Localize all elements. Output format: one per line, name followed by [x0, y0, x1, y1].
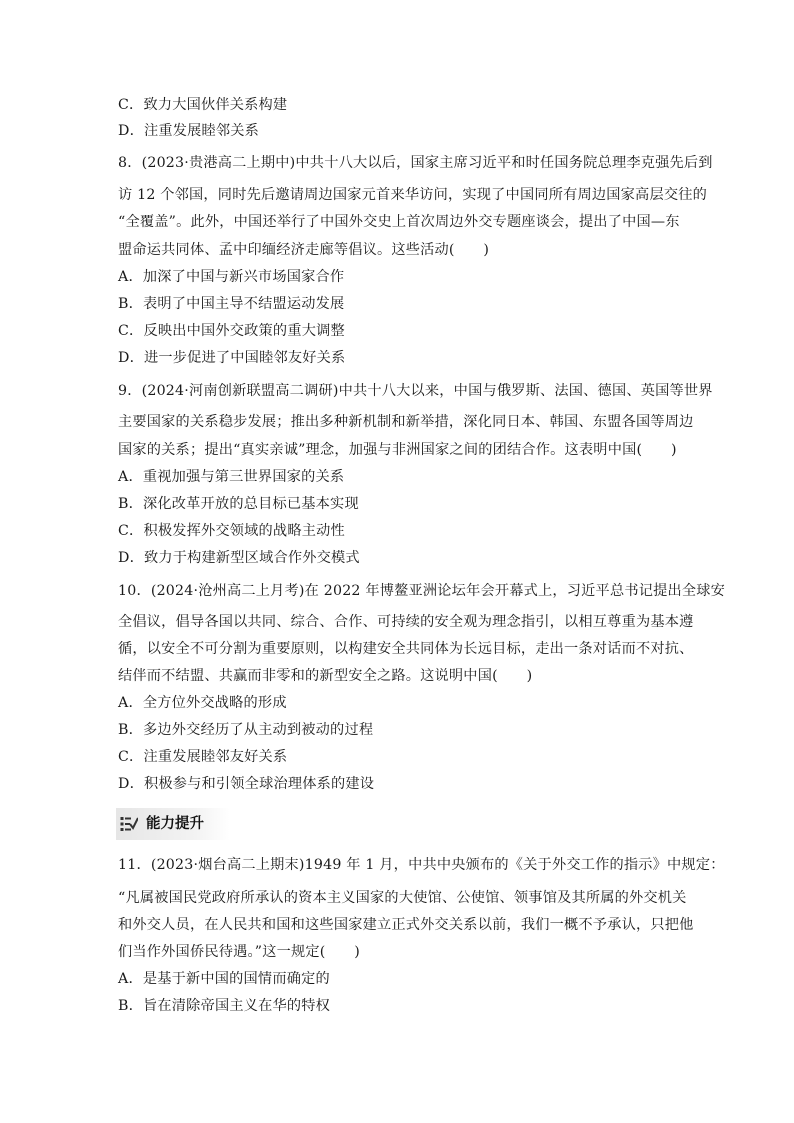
- q8-stem-line-3: “全覆盖”。此外，中国还举行了中国外交史上首次周边外交专题座谈会，提出了中国—东: [118, 214, 680, 230]
- q9-stem-line-3: 国家的关系；提出“真实亲诚”理念，加强与非洲国家之间的团结合作。这表明中国( ): [118, 442, 677, 458]
- q10-option-b: B．多边外交经历了从主动到被动的过程: [118, 722, 374, 738]
- q10-stem-line-4: 结伴而不结盟、共赢而非零和的新型安全之路。这说明中国( ): [118, 668, 533, 684]
- q8-stem-line-4: 盟命运共同体、孟中印缅经济走廊等倡议。这些活动( ): [118, 242, 490, 258]
- q9-stem-line-2: 主要国家的关系稳步发展；推出多种新机制和新举措，深化同日本、韩国、东盟各国等周边: [118, 414, 694, 430]
- q9-option-c: C．积极发挥外交领域的战略主动性: [118, 523, 345, 539]
- q10-stem-line-3: 循，以安全不可分割为重要原则，以构建安全共同体为长远目标，走出一条对话而不对抗、: [118, 641, 694, 657]
- q10-stem-line-2: 全倡议，倡导各国以共同、综合、合作、可持续的安全观为理念指引，以相互尊重为基本遵: [118, 614, 694, 630]
- checklist-icon: [120, 816, 138, 832]
- q8-option-d: D．进一步促进了中国睦邻友好关系: [118, 350, 346, 366]
- q11-option-b: B．旨在清除帝国主义在华的特权: [118, 998, 331, 1014]
- section-title: 能力提升: [146, 816, 204, 832]
- q8-stem-line-2: 访 12 个邻国，同时先后邀请周边国家元首来华访问，实现了中国同所有周边国家高层交往的: [118, 187, 707, 203]
- q9-option-b: B．深化改革开放的总目标已基本实现: [118, 496, 359, 512]
- q11-stem-line-3: 和外交人员，在人民共和国和这些国家建立正式外交关系以前，我们一概不予承认，只把他: [118, 917, 694, 933]
- q8-stem-line-1: 8．(2023·贵港高二上期中)中共十八大以后，国家主席习近平和时任国务院总理李克强先后到: [118, 155, 713, 171]
- q11-stem-line-2: “凡属被国民党政府所承认的资本主义国家的大使馆、公使馆、领事馆及其所属的外交机关: [118, 890, 687, 906]
- q10-option-a: A．全方位外交战略的形成: [118, 695, 287, 711]
- q7-option-d: D．注重发展睦邻关系: [118, 123, 260, 139]
- q9-stem-line-1: 9．(2024·河南创新联盟高二调研)中共十八大以来，中国与俄罗斯、法国、德国、英国等世界: [118, 383, 713, 399]
- q8-option-b: B．表明了中国主导不结盟运动发展: [118, 296, 345, 312]
- q10-stem-line-1: 10．(2024·沧州高二上月考)在 2022 年博鳌亚洲论坛年会开幕式上，习近平总书记提出全球安: [118, 583, 726, 599]
- q9-option-d: D．致力于构建新型区域合作外交模式: [118, 550, 360, 566]
- q7-option-c: C．致力大国伙伴关系构建: [118, 97, 288, 113]
- q11-stem-line-4: 们当作外国侨民待遇。”这一规定( ): [118, 944, 361, 960]
- q11-option-a: A．是基于新中国的国情而确定的: [118, 971, 330, 987]
- q10-option-d: D．积极参与和引领全球治理体系的建设: [118, 776, 375, 792]
- section-banner: [116, 808, 230, 840]
- q8-option-c: C．反映出中国外交政策的重大调整: [118, 323, 345, 339]
- q11-stem-line-1: 11．(2023·烟台高二上期末)1949 年 1 月，中共中央颁布的《关于外交工作的指示》中规定：: [118, 857, 725, 873]
- q8-option-a: A．加深了中国与新兴市场国家合作: [118, 269, 345, 285]
- q10-option-c: C．注重发展睦邻友好关系: [118, 749, 288, 765]
- q9-option-a: A．重视加强与第三世界国家的关系: [118, 469, 345, 485]
